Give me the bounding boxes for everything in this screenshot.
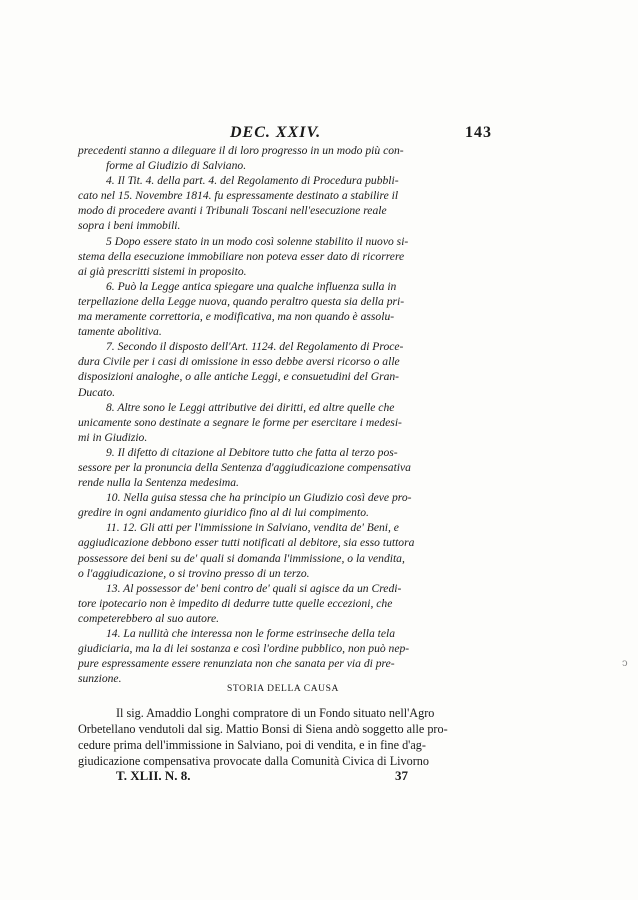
text-line: modo di procedere avanti i Tribunali Toscani nell'esecuzione reale [78, 204, 387, 218]
text-line: unicamente sono destinate a segnare le forme per esercitare i medesi- [78, 415, 402, 429]
text-line: giudiciaria, ma la di lei sostanza e così l'ordine pubblico, non può nep- [78, 642, 410, 656]
text-line: precedenti stanno a dileguare il di loro progresso in un modo più con- [78, 144, 404, 157]
paragraph [78, 490, 488, 520]
text-line: stema della esecuzione immobiliare non poteva esser dato di ricorrere [78, 249, 405, 263]
paragraph [78, 234, 488, 279]
story-text [78, 705, 498, 769]
text-line: 4. Il Tit. 4. della part. 4. del Regolamento di Procedura pubbli- [106, 174, 399, 188]
sheet-number: 37 [395, 768, 408, 783]
text-line: Orbetellano vendutoli dal sig. Mattio Bonsi di Siena andò soggetto alle pro- [78, 722, 448, 736]
text-line: o l'aggiudicazione, o si trovino presso di un terzo. [78, 566, 310, 580]
page-header [230, 124, 492, 142]
text-line: tamente abolitiva. [78, 325, 162, 339]
text-line: dura Civile per i casi di omissione in esso debbe aversi ricorso o alle [78, 355, 400, 369]
text-line: mi in Giudizio. [78, 430, 148, 444]
running-title: DEC. XXIV. [230, 124, 322, 141]
volume-signature: T. XLII. N. 8. [116, 768, 191, 783]
paragraph [78, 445, 488, 490]
margin-mark: ↄ [622, 658, 628, 669]
paragraph [78, 173, 488, 233]
paragraph [78, 581, 488, 626]
text-line: 7. Secondo il disposto dell'Art. 1124. del Regolamento di Proce- [106, 340, 404, 354]
text-line: 10. Nella guisa stessa che ha principio un Giudizio così deve pro- [106, 491, 412, 505]
text-line: 9. Il difetto di citazione al Debitore tutto che fatta al terzo pos- [106, 445, 398, 459]
text-line: tore ipotecario non è impedito di dedurre tutte quelle eccezioni, che [78, 596, 393, 610]
text-line: ai già prescritti sistemi in proposito. [78, 264, 247, 278]
paragraph [78, 400, 488, 445]
text-line: sessore per la pronuncia della Sentenza d'aggiudicazione compensativa [78, 460, 411, 474]
text-line: 13. Al possessor de' beni contro de' quali si agisce da un Credi- [106, 581, 402, 595]
summary-text [78, 143, 488, 686]
text-line: possessore dei beni su de' quali si domanda l'immissione, o la vendita, [78, 551, 405, 565]
page-footer [116, 768, 408, 784]
text-line: ma meramente correttoria, e modificativa, ma non quando è assolu- [78, 310, 395, 324]
paragraph [78, 626, 488, 686]
text-line: disposizioni analoghe, o alle antiche Leggi, e consuetudini del Gran- [78, 370, 400, 384]
text-line: gredire in ogni andamento giuridico fino al di lui compimento. [78, 506, 369, 520]
text-line: 11. 12. Gli atti per l'immissione in Salviano, vendita de' Beni, e [106, 521, 399, 535]
text-line: aggiudicazione debbono esser tutti notificati al debitore, sia esso tuttora [78, 536, 415, 550]
section-title: STORIA DELLA CAUSA [227, 684, 339, 694]
text-line: forme al Giudizio di Salviano. [106, 159, 247, 173]
paragraph [78, 520, 488, 580]
text-line: competerebbero al suo autore. [78, 611, 220, 625]
text-line: 8. Altre sono le Leggi attributive dei diritti, ed altre quelle che [106, 400, 395, 414]
text-line: 5 Dopo essere stato in un modo così solenne stabilito il nuovo si- [106, 234, 409, 248]
text-line: sunzione. [78, 672, 122, 686]
text-line: rende nulla la Sentenza medesima. [78, 476, 239, 490]
text-line: Il sig. Amaddio Longhi compratore di un Fondo situato nell'Agro [116, 706, 435, 720]
text-line: cedure prima dell'immissione in Salviano, poi di vendita, e in fine d'ag- [78, 738, 426, 752]
paragraph [78, 279, 488, 339]
paragraph [78, 339, 488, 399]
page-number: 143 [465, 124, 492, 141]
text-line: Ducato. [78, 385, 116, 399]
text-line: terpellazione della Legge nuova, quando peraltro questa sia della pri- [78, 294, 405, 308]
text-line: giudicazione compensativa provocate dalla Comunità Civica di Livorno [78, 754, 429, 768]
text-line: pure espressamente essere renunziata non che sanata per via di pre- [78, 657, 395, 671]
text-line: 6. Può la Legge antica spiegare una qualche influenza sulla in [106, 279, 397, 293]
text-line: sopra i beni immobili. [78, 219, 181, 233]
paragraph [78, 143, 488, 173]
text-line: cato nel 15. Novembre 1814. fu espressamente destinato a stabilire il [78, 189, 399, 203]
text-line: 14. La nullità che interessa non le forme estrinseche della tela [106, 627, 396, 640]
